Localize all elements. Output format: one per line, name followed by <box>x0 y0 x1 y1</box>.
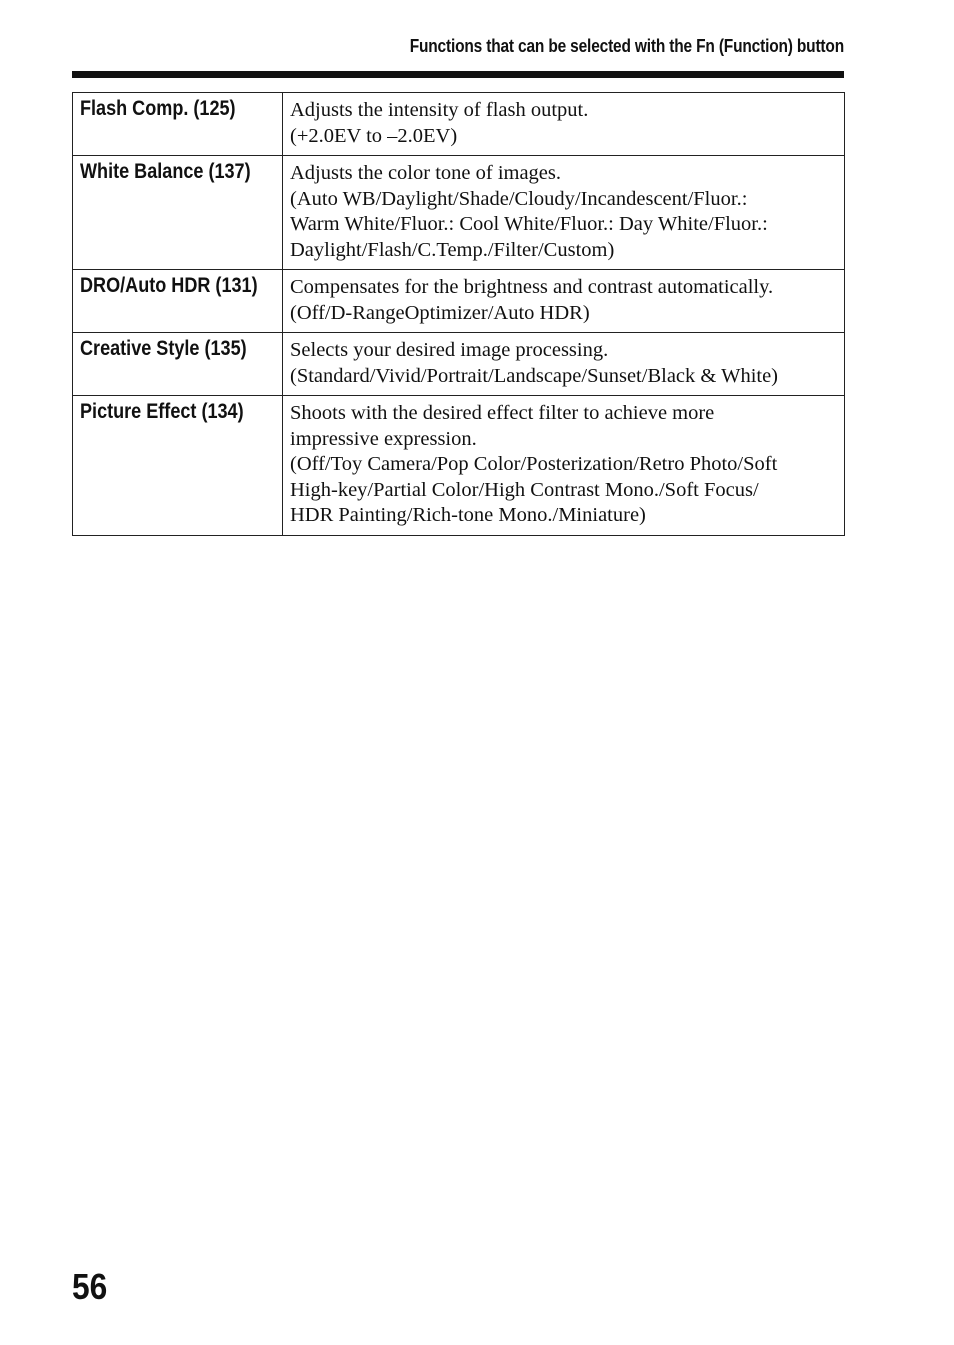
description-line: Selects your desired image processing. <box>290 339 609 361</box>
table-row <box>73 156 845 270</box>
description-line: High-key/Partial Color/High Contrast Mono./Soft Focus/ <box>290 478 759 501</box>
function-name-cell <box>73 270 283 333</box>
description-line: Shoots with the desired effect filter to achieve more <box>290 402 715 424</box>
description-line: Daylight/Flash/C.Temp./Filter/Custom) <box>290 238 615 261</box>
table-row <box>73 396 845 536</box>
function-description-cell <box>283 333 845 396</box>
description-line: (Standard/Vivid/Portrait/Landscape/Sunset/Black & White) <box>290 364 779 387</box>
running-header: Functions that can be selected with the Fn (Function) button <box>409 36 844 56</box>
function-name-cell <box>73 93 283 156</box>
description-line: (Auto WB/Daylight/Shade/Cloudy/Incandescent/Fluor.: <box>290 187 748 210</box>
function-description-cell <box>283 93 845 156</box>
function-name: Picture Effect (134) <box>80 400 244 423</box>
function-description-cell <box>283 156 845 270</box>
description-line: (Off/Toy Camera/Pop Color/Posterization/Retro Photo/Soft <box>290 453 778 475</box>
function-description-cell <box>283 396 845 536</box>
function-name: Flash Comp. (125) <box>80 97 236 120</box>
description-line: Warm White/Fluor.: Cool White/Fluor.: Day White/Fluor.: <box>290 213 768 235</box>
function-name: White Balance (137) <box>80 160 251 183</box>
description-line: impressive expression. <box>290 427 477 450</box>
page-number: 56 <box>72 1266 108 1307</box>
description-line: Compensates for the brightness and contrast automatically. <box>290 276 774 298</box>
description-line: (+2.0EV to –2.0EV) <box>290 124 458 147</box>
function-table <box>72 92 845 536</box>
function-name: Creative Style (135) <box>80 337 247 360</box>
description-line: Adjusts the color tone of images. <box>290 162 562 184</box>
function-name-cell <box>73 333 283 396</box>
header-rule <box>72 71 844 78</box>
description-line: HDR Painting/Rich-tone Mono./Miniature) <box>290 504 646 526</box>
table-row <box>73 270 845 333</box>
table-row <box>73 93 845 156</box>
function-name: DRO/Auto HDR (131) <box>80 274 258 297</box>
function-name-cell <box>73 396 283 536</box>
function-description-cell <box>283 270 845 333</box>
function-name-cell <box>73 156 283 270</box>
description-line: (Off/D-RangeOptimizer/Auto HDR) <box>290 301 590 324</box>
table-row <box>73 333 845 396</box>
description-line: Adjusts the intensity of flash output. <box>290 99 589 121</box>
